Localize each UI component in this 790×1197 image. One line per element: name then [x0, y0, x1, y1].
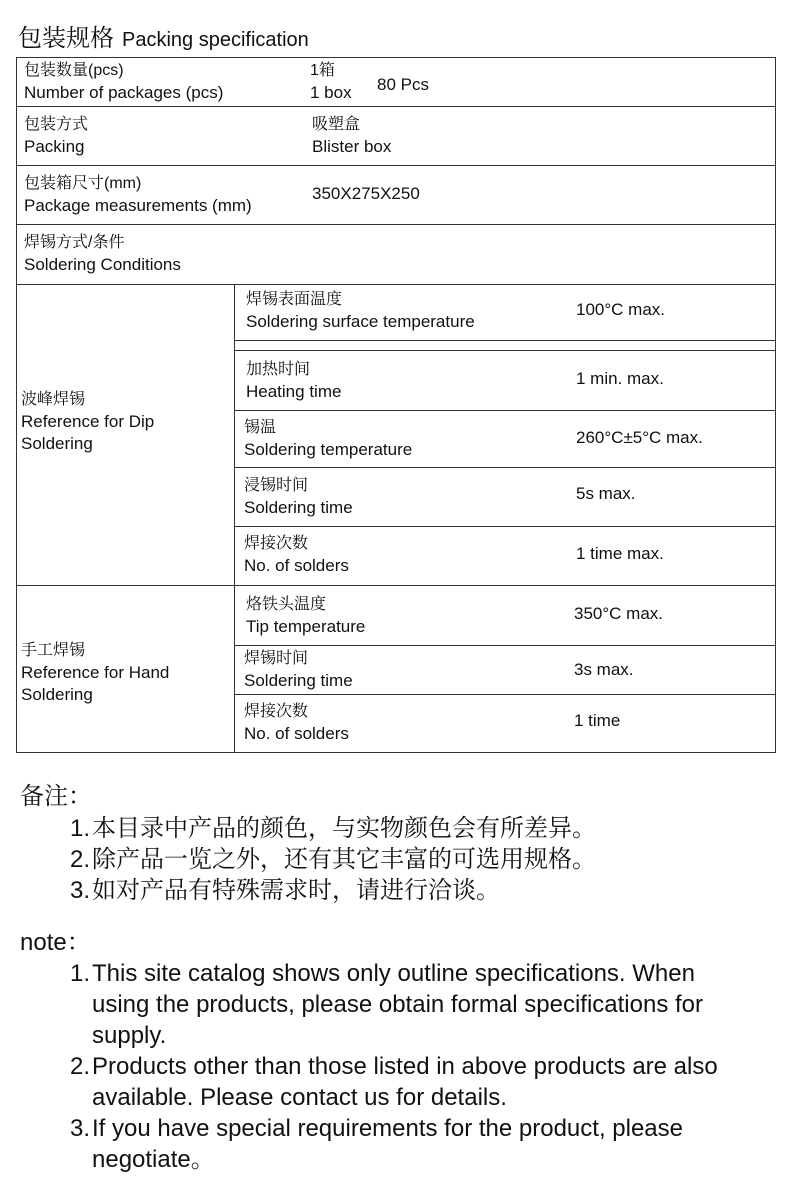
quantity-value-zh: 1箱	[310, 62, 335, 79]
dip-row-zh: 加热时间	[246, 361, 311, 378]
soldering-header-zh: 焊锡方式/条件	[24, 234, 125, 251]
packing-label-en: Packing	[24, 137, 85, 156]
dip-label-en-2: Soldering	[21, 434, 93, 453]
notes-en-heading: note：	[20, 929, 91, 956]
hand-row-value: 3s max.	[574, 660, 634, 679]
sub-row-divider	[234, 467, 776, 468]
dip-row-name	[244, 475, 353, 519]
note-line: using the products, please obtain formal specifications for	[92, 991, 704, 1018]
note-text: 如对产品有特殊需求时，请进行洽谈。	[92, 877, 500, 904]
table-border-right	[775, 57, 776, 753]
packing-label-zh: 包装方式	[24, 116, 89, 133]
sub-row-divider	[234, 645, 776, 646]
note-zh-item	[20, 875, 780, 906]
hand-label-en-2: Soldering	[21, 685, 93, 704]
quantity-label	[24, 60, 223, 104]
row-divider	[16, 585, 776, 586]
note-zh-item	[20, 813, 780, 844]
dip-row-value: 1 min. max.	[576, 369, 664, 388]
notes-zh-heading: 备注：	[20, 783, 92, 810]
hand-row-name	[244, 648, 353, 692]
table-border-bottom	[16, 752, 776, 753]
hand-row-zh: 焊锡时间	[244, 650, 309, 667]
dip-row-name	[246, 289, 475, 333]
hand-row-zh: 烙铁头温度	[246, 596, 327, 613]
hand-row-name	[244, 701, 349, 745]
quantity-label-en: Number of packages (pcs)	[24, 83, 224, 102]
packing-label	[24, 114, 88, 158]
dip-row-name	[244, 417, 412, 461]
row-divider	[16, 165, 776, 166]
title-en: Packing specification	[122, 29, 309, 51]
table-border-top	[16, 57, 776, 58]
dip-row-en: Heating time	[246, 382, 342, 401]
size-label-zh: 包装箱尺寸(mm)	[24, 175, 142, 192]
hand-row-name	[246, 594, 365, 638]
row-divider	[16, 106, 776, 107]
title-zh: 包装规格	[18, 25, 114, 52]
column-divider	[234, 284, 235, 753]
note-line: available. Please contact us for details.	[92, 1084, 507, 1111]
sub-row-divider	[234, 350, 776, 351]
dip-row-zh: 焊锡表面温度	[246, 291, 343, 308]
dip-row-en: Soldering surface temperature	[246, 312, 475, 331]
hand-label	[21, 640, 169, 706]
note-number: 1.	[70, 815, 91, 842]
packing-spec-table	[16, 57, 776, 753]
note-number: 2.	[70, 1053, 91, 1080]
hand-row-value: 1 time	[574, 711, 621, 730]
soldering-header	[24, 232, 181, 276]
dip-row-value: 260°C±5°C max.	[576, 428, 703, 447]
dip-row-zh: 锡温	[244, 419, 277, 436]
hand-row-en: No. of solders	[244, 724, 349, 743]
sub-row-divider	[234, 694, 776, 695]
dip-row-value: 5s max.	[576, 484, 636, 503]
page-title	[18, 18, 309, 53]
note-text: 本目录中产品的颜色，与实物颜色会有所差异。	[92, 815, 596, 842]
table-border-left	[16, 57, 17, 753]
note-en-item	[20, 1051, 780, 1113]
sub-row-divider	[234, 340, 776, 341]
packing-value	[312, 114, 391, 158]
note-number: 1.	[70, 960, 91, 987]
row-divider	[16, 224, 776, 225]
hand-row-en: Tip temperature	[246, 617, 366, 636]
hand-row-en: Soldering time	[244, 671, 353, 690]
sub-row-divider	[234, 410, 776, 411]
notes-zh	[20, 782, 780, 906]
note-en-item	[20, 1113, 780, 1175]
dip-row-zh: 焊接次数	[244, 535, 309, 552]
dip-row-value: 1 time max.	[576, 544, 664, 563]
dip-label	[21, 389, 154, 455]
dip-row-en: Soldering time	[244, 498, 353, 517]
note-line: This site catalog shows only outline specifications. When	[92, 960, 695, 987]
hand-row-zh: 焊接次数	[244, 703, 309, 720]
note-line: If you have special requirements for the product, please	[92, 1115, 683, 1142]
packing-value-zh: 吸塑盒	[312, 116, 361, 133]
quantity-value	[310, 60, 352, 104]
dip-row-value: 100°C max.	[576, 300, 666, 319]
note-text: 除产品一览之外，还有其它丰富的可选用规格。	[92, 846, 596, 873]
note-number: 2.	[70, 846, 91, 873]
packing-value-en: Blister box	[312, 137, 392, 156]
hand-label-zh: 手工焊锡	[21, 642, 86, 659]
row-divider	[16, 284, 776, 285]
note-number: 3.	[70, 877, 91, 904]
dip-label-en-1: Reference for Dip	[21, 412, 155, 431]
note-number: 3.	[70, 1115, 91, 1142]
hand-row-value: 350°C max.	[574, 604, 664, 623]
note-line: Products other than those listed in above products are also	[92, 1053, 718, 1080]
note-en-item	[20, 958, 780, 1051]
size-label-en: Package measurements (mm)	[24, 196, 252, 215]
dip-row-en: Soldering temperature	[244, 440, 413, 459]
dip-row-name	[246, 359, 341, 403]
sub-row-divider	[234, 526, 776, 527]
size-label	[24, 173, 252, 217]
quantity-pcs: 80 Pcs	[377, 75, 429, 94]
quantity-label-zh: 包装数量(pcs)	[24, 62, 124, 79]
dip-row-name	[244, 533, 349, 577]
note-zh-item	[20, 844, 780, 875]
size-value: 350X275X250	[312, 184, 420, 203]
notes-en	[20, 928, 780, 1175]
hand-label-en-1: Reference for Hand	[21, 663, 170, 682]
quantity-value-en: 1 box	[310, 83, 352, 102]
note-line: negotiate。	[92, 1146, 215, 1173]
dip-row-en: No. of solders	[244, 556, 349, 575]
note-line: supply.	[92, 1022, 167, 1049]
dip-row-zh: 浸锡时间	[244, 477, 309, 494]
dip-label-zh: 波峰焊锡	[21, 391, 86, 408]
soldering-header-en: Soldering Conditions	[24, 255, 181, 274]
